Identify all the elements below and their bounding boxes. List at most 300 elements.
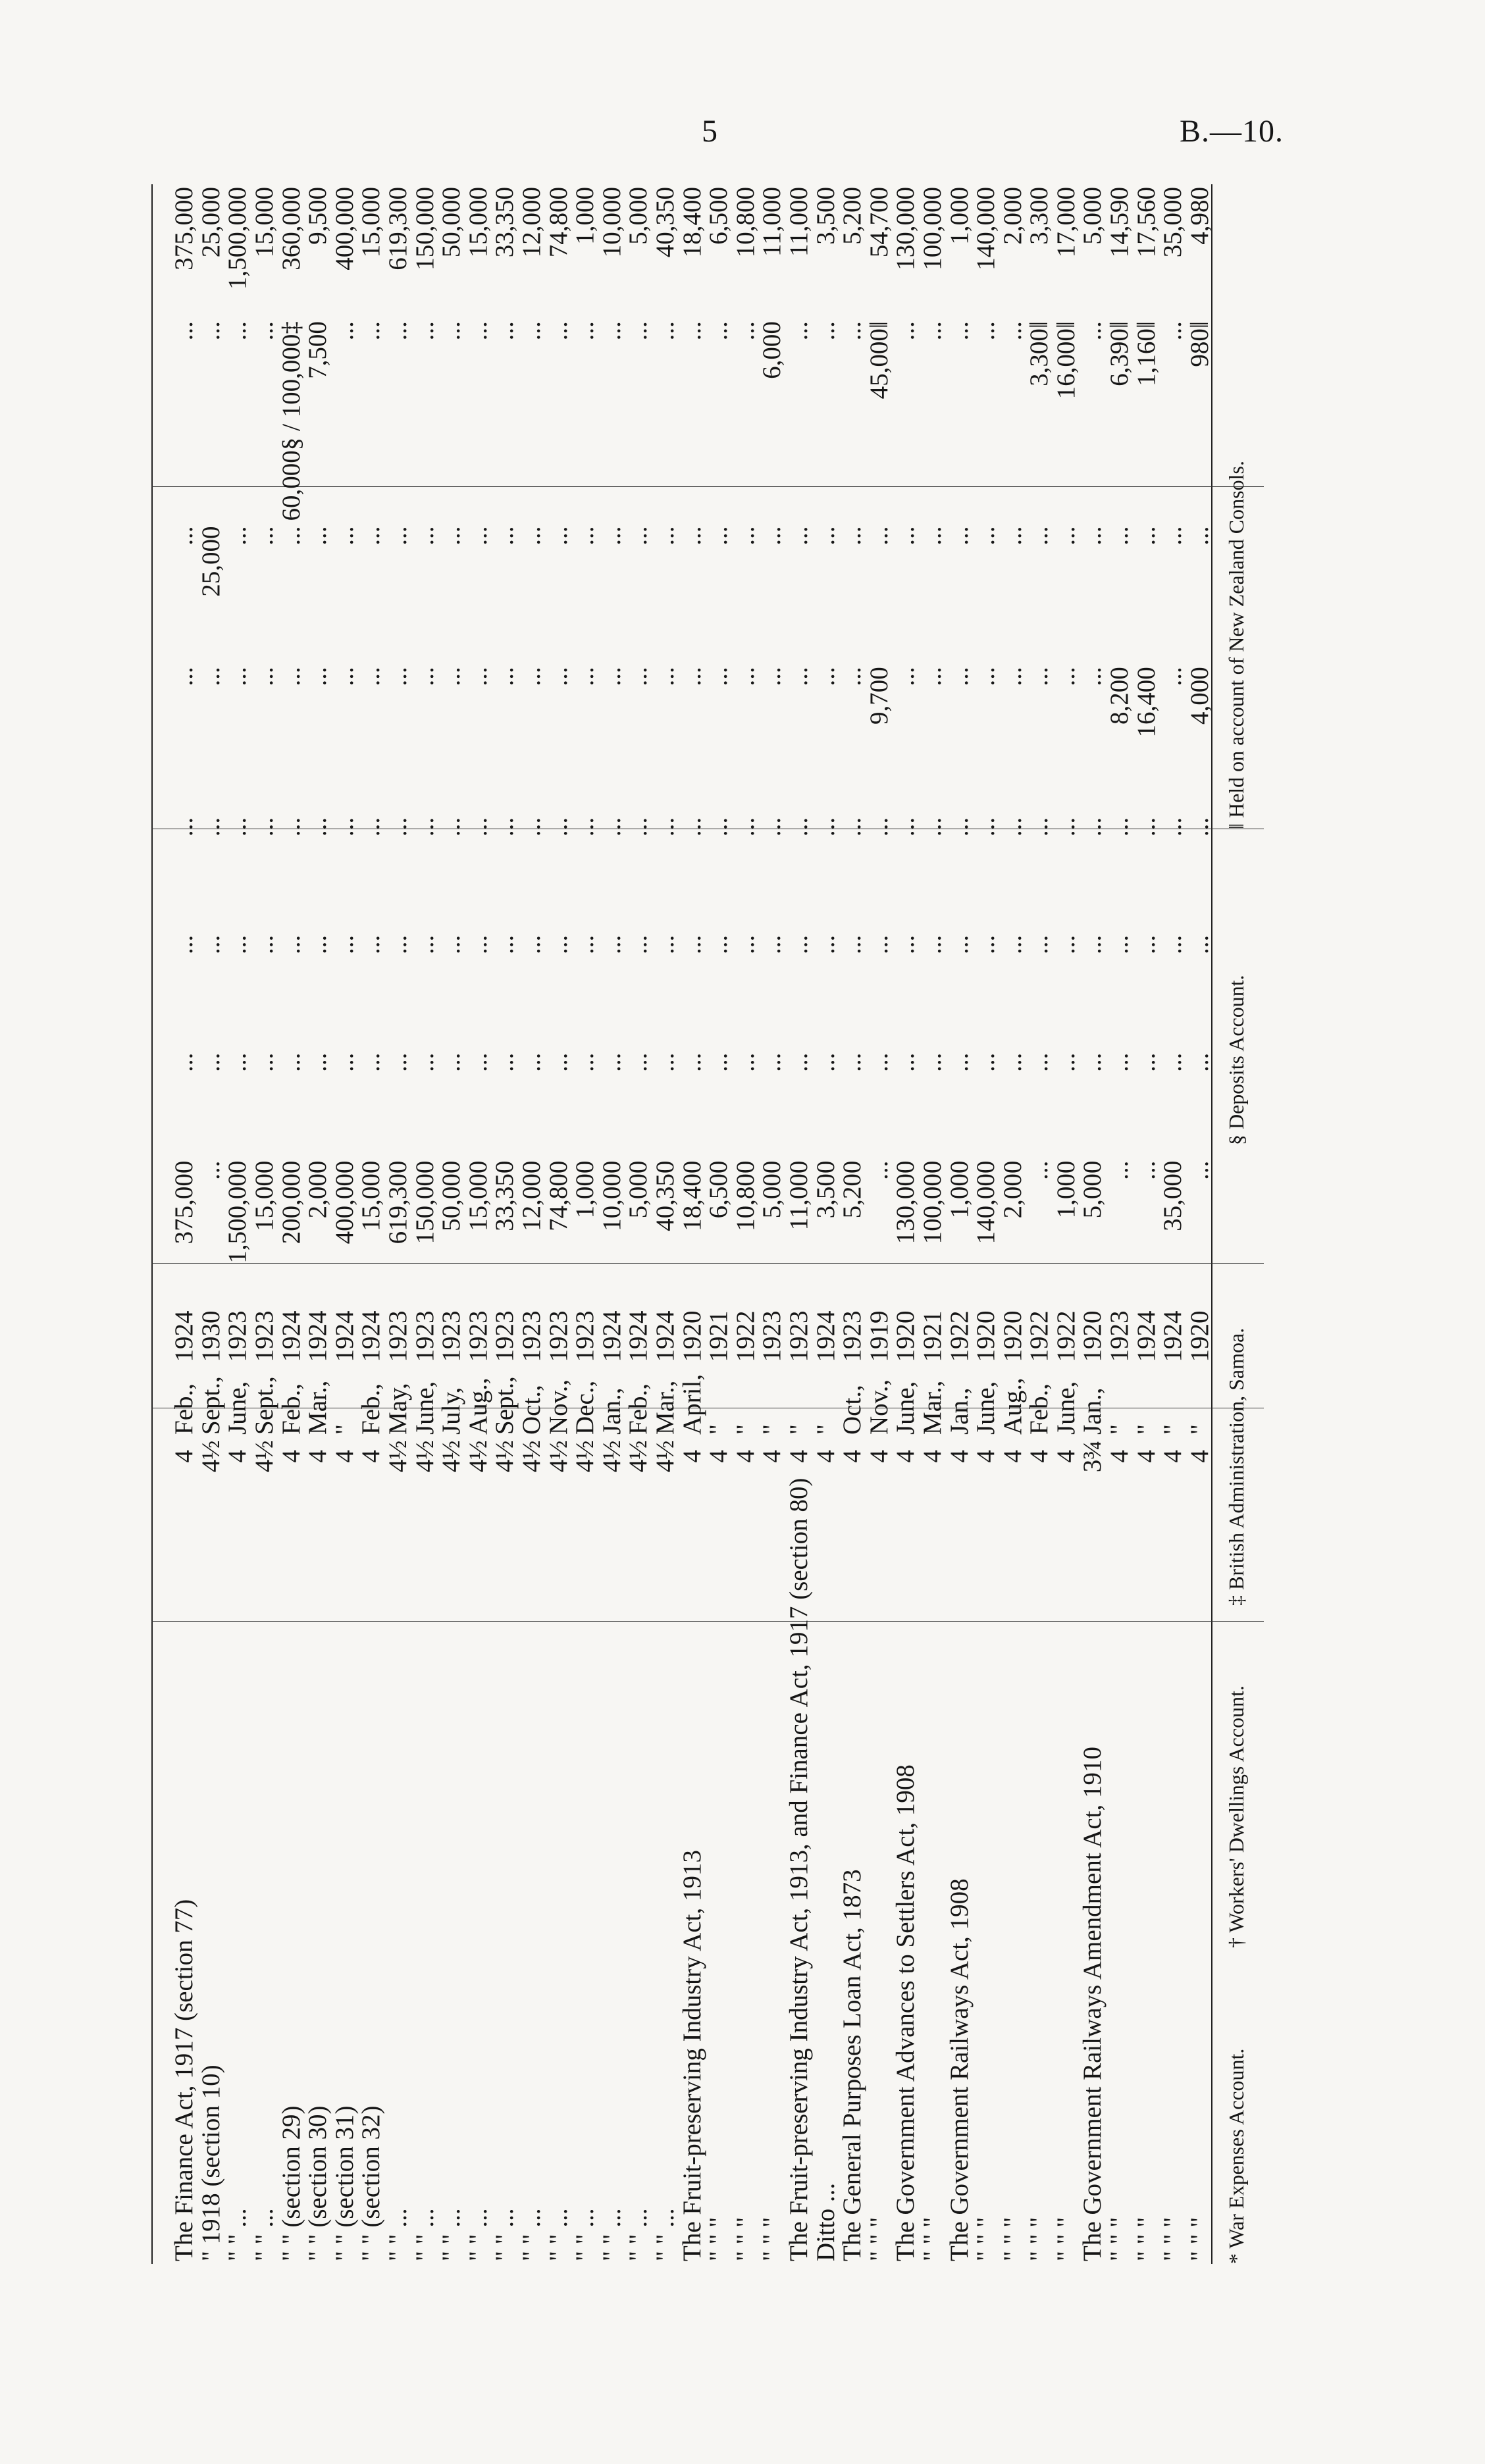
cell-c6: ...: [463, 526, 492, 546]
cell-c4: ...: [704, 817, 733, 837]
table-row: [1026, 184, 1053, 2264]
table-row: [572, 184, 599, 2264]
cell-mon: Mar.,: [650, 1380, 679, 1435]
table-row: [1133, 184, 1160, 2264]
cell-c7: 60,000§ / 100,000‡: [276, 321, 305, 521]
cell-rate: 4: [677, 1450, 706, 1463]
cell-c8: 15,000: [250, 187, 279, 258]
cell-c1: 12,000: [517, 1160, 546, 1231]
cell-c4: ...: [650, 817, 679, 837]
cell-act: " " ": [1132, 2217, 1160, 2261]
cell-yr: 1924: [597, 1310, 626, 1362]
cell-yr: 1923: [384, 1310, 413, 1362]
cell-c4: ...: [330, 817, 359, 837]
cell-c3: ...: [223, 935, 252, 954]
cell-act: " " (section 32): [357, 2105, 386, 2261]
cell-c4: ...: [517, 817, 546, 837]
cell-c7: ...: [1159, 321, 1187, 341]
cell-yr: 1923: [250, 1310, 279, 1362]
cell-mon: Aug.,: [463, 1377, 492, 1435]
cell-act: " 1918 (section 10): [196, 2065, 225, 2261]
table-row: [198, 184, 225, 2264]
cell-c3: ...: [1105, 935, 1134, 954]
cell-mon: May,: [384, 1383, 413, 1435]
cell-yr: 1920: [1078, 1310, 1107, 1362]
cell-c3: ...: [303, 935, 332, 954]
cell-mon: Oct.,: [838, 1385, 867, 1435]
cell-c7: ...: [918, 321, 947, 341]
cell-c8: 5,000: [624, 187, 653, 245]
cell-c7: ...: [490, 321, 519, 341]
cell-c5: 8,200: [1105, 667, 1134, 725]
cell-c5: ...: [650, 667, 679, 686]
cell-rate: 4: [303, 1450, 332, 1463]
cell-act: " " ...: [597, 2208, 626, 2261]
cell-c6: ...: [650, 526, 679, 546]
cell-c2: ...: [784, 1052, 813, 1072]
cell-c2: ...: [1051, 1052, 1080, 1072]
cell-c7: ...: [517, 321, 546, 341]
cell-rate: 4: [357, 1450, 386, 1463]
table-row: [385, 184, 412, 2264]
cell-yr: 1930: [196, 1310, 225, 1362]
cell-rate: 4: [1051, 1450, 1080, 1463]
cell-rate: 4: [945, 1450, 974, 1463]
cell-c3: ...: [758, 935, 787, 954]
cell-mon: June,: [410, 1381, 439, 1435]
cell-mon: ": [1185, 1424, 1214, 1435]
cell-c8: 10,800: [731, 187, 760, 258]
cell-c4: ...: [437, 817, 466, 837]
top-rule: [151, 184, 153, 2264]
cell-c3: ...: [784, 935, 813, 954]
cell-c1: 40,350: [650, 1160, 679, 1231]
cell-act: Ditto ...: [811, 2182, 840, 2261]
cell-c5: ...: [704, 667, 733, 686]
cell-yr: 1923: [838, 1310, 867, 1362]
cell-act: " " ...: [437, 2208, 466, 2261]
cell-rate: 4: [918, 1450, 947, 1463]
cell-c3: ...: [196, 935, 225, 954]
cell-c7: ...: [677, 321, 706, 341]
cell-c2: ...: [330, 1052, 359, 1072]
cell-c8: 140,000: [972, 187, 1001, 270]
table-row: [278, 184, 305, 2264]
cell-c6: ...: [784, 526, 813, 546]
cell-c3: ...: [437, 935, 466, 954]
cell-c2: ...: [384, 1052, 413, 1072]
cell-c4: ...: [303, 817, 332, 837]
cell-c6: ...: [998, 526, 1027, 546]
cell-rate: 4: [811, 1450, 840, 1463]
cell-mon: Feb.,: [170, 1383, 199, 1435]
cell-c7: ...: [384, 321, 413, 341]
cell-c8: 6,500: [704, 187, 733, 245]
cell-c2: ...: [196, 1052, 225, 1072]
cell-c1: ...: [196, 1160, 225, 1180]
cell-c8: 1,500,000: [223, 187, 252, 290]
cell-c5: ...: [1051, 667, 1080, 686]
cell-c4: ...: [410, 817, 439, 837]
cell-c4: ...: [677, 817, 706, 837]
footnote-deposits: § Deposits Account.: [1224, 975, 1248, 1145]
cell-c1: 140,000: [972, 1160, 1001, 1245]
cell-mon: June,: [1051, 1381, 1080, 1435]
cell-c5: ...: [384, 667, 413, 686]
cell-c6: ...: [571, 526, 600, 546]
cell-c8: 100,000: [918, 187, 947, 270]
cell-c5: ...: [303, 667, 332, 686]
cell-c2: ...: [998, 1052, 1027, 1072]
cell-c5: ...: [945, 667, 974, 686]
cell-c7: ...: [624, 321, 653, 341]
cell-c4: ...: [811, 817, 840, 837]
cell-c5: ...: [571, 667, 600, 686]
cell-c7: ...: [357, 321, 386, 341]
cell-c6: ...: [891, 526, 920, 546]
cell-c7: ...: [170, 321, 199, 341]
cell-mon: Nov.,: [864, 1379, 893, 1435]
cell-rate: 4: [784, 1450, 813, 1463]
cell-c6: ...: [1185, 526, 1214, 546]
cell-c5: ...: [490, 667, 519, 686]
cell-c5: ...: [1078, 667, 1107, 686]
table-row: [652, 184, 679, 2264]
cell-mon: ": [1159, 1424, 1187, 1435]
cell-c8: 375,000: [170, 187, 199, 270]
cell-c8: 74,800: [544, 187, 573, 258]
cell-c8: 10,000: [597, 187, 626, 258]
cell-c3: ...: [463, 935, 492, 954]
cell-c1: 18,400: [677, 1160, 706, 1231]
cell-c3: ...: [731, 935, 760, 954]
cell-act: " " (section 29): [276, 2105, 305, 2261]
cell-c1: 5,200: [838, 1160, 867, 1219]
cell-c8: 2,000: [998, 187, 1027, 245]
cell-yr: 1924: [330, 1310, 359, 1362]
table-row: [171, 184, 198, 2264]
cell-c5: ...: [731, 667, 760, 686]
cell-c7: 6,000: [758, 321, 787, 379]
rotated-securities-table: [132, 184, 1290, 2264]
cell-c3: ...: [1078, 935, 1107, 954]
cell-c3: ...: [517, 935, 546, 954]
cell-c8: 11,000: [784, 187, 813, 257]
cell-act: The Fruit-preserving Industry Act, 1913, and Finance Act, 1917 (section 80): [784, 1477, 813, 2261]
cell-c1: 5,000: [758, 1160, 787, 1219]
table-row: [625, 184, 652, 2264]
table-row: [973, 184, 1000, 2264]
cell-c5: ...: [463, 667, 492, 686]
cell-c7: 3,300‖: [1025, 321, 1054, 386]
cell-c3: ...: [1159, 935, 1187, 954]
cell-c1: 50,000: [437, 1160, 466, 1231]
cell-c6: ...: [704, 526, 733, 546]
cell-c1: 2,000: [303, 1160, 332, 1219]
cell-c4: ...: [384, 817, 413, 837]
cell-c7: ...: [437, 321, 466, 341]
cell-act: " " ...: [384, 2208, 413, 2261]
cell-c7: ...: [704, 321, 733, 341]
cell-c5: ...: [250, 667, 279, 686]
table-row: [1187, 184, 1214, 2264]
cell-c5: ...: [998, 667, 1027, 686]
cell-c4: ...: [1105, 817, 1134, 837]
cell-act: " " ...: [624, 2208, 653, 2261]
cell-rate: 3¾: [1078, 1440, 1107, 1473]
cell-c1: 100,000: [918, 1160, 947, 1245]
footnote-war: * War Expenses Account.: [1224, 2048, 1248, 2264]
cell-c6: ...: [758, 526, 787, 546]
cell-rate: 4: [1105, 1450, 1134, 1463]
cell-c2: ...: [1078, 1052, 1107, 1072]
cell-c6: ...: [1159, 526, 1187, 546]
cell-mon: ": [1132, 1424, 1160, 1435]
cell-c8: 3,300: [1025, 187, 1054, 245]
table-row: [839, 184, 866, 2264]
cell-yr: 1923: [437, 1310, 466, 1362]
cell-c8: 12,000: [517, 187, 546, 258]
cell-yr: 1923: [223, 1310, 252, 1362]
cell-mon: Mar.,: [303, 1380, 332, 1435]
cell-c5: ...: [517, 667, 546, 686]
cell-c5: 4,000: [1185, 667, 1214, 725]
cell-rate: 4: [998, 1450, 1027, 1463]
cell-c5: ...: [410, 667, 439, 686]
cell-c4: ...: [945, 817, 974, 837]
cell-c7: ...: [972, 321, 1001, 341]
cell-yr: 1923: [784, 1310, 813, 1362]
table-row: [332, 184, 359, 2264]
cell-c1: 15,000: [357, 1160, 386, 1231]
cell-c1: 6,500: [704, 1160, 733, 1219]
cell-mon: ": [731, 1424, 760, 1435]
cell-yr: 1924: [276, 1310, 305, 1362]
cell-c6: ...: [1025, 526, 1054, 546]
cell-act: " " ...: [571, 2208, 600, 2261]
cell-c4: ...: [463, 817, 492, 837]
cell-rate: 4: [1132, 1450, 1160, 1463]
cell-c6: ...: [1051, 526, 1080, 546]
cell-c2: ...: [731, 1052, 760, 1072]
table-row: [224, 184, 251, 2264]
cell-c4: ...: [918, 817, 947, 837]
cell-c1: 150,000: [410, 1160, 439, 1245]
cell-c7: 6,390‖: [1105, 321, 1134, 386]
cell-mon: ": [811, 1424, 840, 1435]
cell-c8: 17,000: [1051, 187, 1080, 258]
cell-rate: 4: [1185, 1450, 1214, 1463]
cell-rate: 4½: [650, 1440, 679, 1473]
table-row: [545, 184, 572, 2264]
cell-rate: 4: [1159, 1450, 1187, 1463]
cell-c6: ...: [544, 526, 573, 546]
cell-act: " " ...: [490, 2208, 519, 2261]
cell-c7: ...: [998, 321, 1027, 341]
cell-c6: ...: [170, 526, 199, 546]
cell-c5: ...: [1025, 667, 1054, 686]
cell-act: " " ": [1159, 2217, 1187, 2261]
cell-yr: 1924: [811, 1310, 840, 1362]
cell-c6: ...: [330, 526, 359, 546]
cell-c6: ...: [624, 526, 653, 546]
cell-c2: ...: [1105, 1052, 1134, 1072]
cell-c6: ...: [731, 526, 760, 546]
cell-c8: 54,700: [864, 187, 893, 258]
cell-c7: ...: [1078, 321, 1107, 341]
cell-c3: ...: [998, 935, 1027, 954]
cell-c5: ...: [784, 667, 813, 686]
cell-yr: 1924: [650, 1310, 679, 1362]
cell-rate: 4½: [463, 1440, 492, 1473]
cell-mon: Sept.,: [490, 1376, 519, 1435]
table-row: [759, 184, 786, 2264]
cell-c2: ...: [838, 1052, 867, 1072]
cell-c6: ...: [597, 526, 626, 546]
cell-c1: ...: [1185, 1160, 1214, 1180]
cell-c3: ...: [677, 935, 706, 954]
cell-yr: 1923: [463, 1310, 492, 1362]
cell-c8: 50,000: [437, 187, 466, 258]
cell-c2: ...: [891, 1052, 920, 1072]
cell-c2: ...: [571, 1052, 600, 1072]
cell-c8: 18,400: [677, 187, 706, 258]
cell-c5: ...: [624, 667, 653, 686]
cell-c1: 619,300: [384, 1160, 413, 1245]
cell-act: " " ...: [250, 2208, 279, 2261]
cell-act: " " ": [998, 2217, 1027, 2261]
cell-c4: ...: [891, 817, 920, 837]
cell-c1: 1,000: [1051, 1160, 1080, 1219]
cell-c5: ...: [891, 667, 920, 686]
cell-mon: ": [704, 1424, 733, 1435]
cell-c1: 10,000: [597, 1160, 626, 1231]
cell-act: " " ...: [517, 2208, 546, 2261]
cell-mon: April,: [677, 1373, 706, 1435]
table-row: [893, 184, 920, 2264]
cell-yr: 1924: [1132, 1310, 1160, 1362]
cell-c3: ...: [1185, 935, 1214, 954]
cell-c4: ...: [544, 817, 573, 837]
cell-rate: 4½: [517, 1440, 546, 1473]
cell-mon: Mar.,: [918, 1380, 947, 1435]
cell-c8: 5,200: [838, 187, 867, 245]
cell-c2: ...: [250, 1052, 279, 1072]
cell-c2: ...: [1132, 1052, 1160, 1072]
cell-c6: 25,000: [196, 526, 225, 597]
cell-c4: ...: [784, 817, 813, 837]
cell-c3: ...: [838, 935, 867, 954]
cell-c1: 10,800: [731, 1160, 760, 1231]
cell-c2: ...: [544, 1052, 573, 1072]
cell-c8: 17,560: [1132, 187, 1160, 258]
cell-rate: 4: [704, 1450, 733, 1463]
cell-rate: 4: [891, 1450, 920, 1463]
cell-c1: 1,000: [571, 1160, 600, 1219]
cell-c2: ...: [624, 1052, 653, 1072]
table-row: [920, 184, 947, 2264]
page-number: 5: [702, 114, 717, 149]
cell-c5: ...: [196, 667, 225, 686]
cell-c3: ...: [276, 935, 305, 954]
cell-c2: ...: [677, 1052, 706, 1072]
cell-act: The Government Railways Amendment Act, 1910: [1078, 1746, 1107, 2261]
cell-mon: Jan.,: [945, 1387, 974, 1435]
cell-c2: ...: [223, 1052, 252, 1072]
cell-c2: ...: [303, 1052, 332, 1072]
cell-c6: ...: [437, 526, 466, 546]
cell-c8: 400,000: [330, 187, 359, 270]
cell-act: The Finance Act, 1917 (section 77): [170, 1899, 199, 2261]
cell-rate: 4: [838, 1450, 867, 1463]
cell-c8: 40,350: [650, 187, 679, 258]
cell-rate: 4½: [437, 1440, 466, 1473]
cell-c3: ...: [1132, 935, 1160, 954]
cell-act: " " ": [1185, 2217, 1214, 2261]
cell-c3: ...: [811, 935, 840, 954]
table-row: [358, 184, 385, 2264]
cell-c1: 375,000: [170, 1160, 199, 1245]
cell-mon: Oct.,: [517, 1385, 546, 1435]
cell-c5: ...: [597, 667, 626, 686]
cell-act: " " (section 31): [330, 2105, 359, 2261]
cell-c4: ...: [276, 817, 305, 837]
cell-c3: ...: [972, 935, 1001, 954]
table-row: [465, 184, 492, 2264]
cell-c1: 11,000: [784, 1160, 813, 1231]
cell-c8: 1,000: [571, 187, 600, 245]
cell-mon: June,: [891, 1381, 920, 1435]
cell-c3: ...: [864, 935, 893, 954]
cell-c6: ...: [945, 526, 974, 546]
cell-c6: ...: [811, 526, 840, 546]
cell-c3: ...: [597, 935, 626, 954]
cell-c1: ...: [1132, 1160, 1160, 1180]
cell-act: The Government Railways Act, 1908: [945, 1878, 974, 2261]
cell-c1: 3,500: [811, 1160, 840, 1219]
cell-yr: 1922: [945, 1310, 974, 1362]
cell-c2: ...: [972, 1052, 1001, 1072]
cell-act: " " ...: [544, 2208, 573, 2261]
cell-c7: 7,500: [303, 321, 332, 379]
cell-c1: ...: [1105, 1160, 1134, 1180]
cell-yr: 1920: [677, 1310, 706, 1362]
cell-c1: 15,000: [250, 1160, 279, 1231]
cell-yr: 1921: [704, 1310, 733, 1362]
cell-c7: ...: [838, 321, 867, 341]
cell-yr: 1924: [624, 1310, 653, 1362]
cell-c2: ...: [463, 1052, 492, 1072]
cell-c7: 980‖: [1185, 321, 1214, 367]
cell-mon: Feb.,: [624, 1383, 653, 1435]
cell-mon: July,: [437, 1387, 466, 1435]
cell-act: " " ...: [463, 2208, 492, 2261]
cell-c4: ...: [838, 817, 867, 837]
cell-c4: ...: [1132, 817, 1160, 837]
cell-c3: ...: [704, 935, 733, 954]
table-row: [946, 184, 973, 2264]
footnote-consols: ‖ Held on account of New Zealand Consols.: [1224, 461, 1248, 829]
cell-yr: 1923: [490, 1310, 519, 1362]
cell-c7: 45,000‖: [864, 321, 893, 399]
cell-c4: ...: [1159, 817, 1187, 837]
cell-c2: ...: [945, 1052, 974, 1072]
cell-c4: ...: [731, 817, 760, 837]
cell-c8: 5,000: [1078, 187, 1107, 245]
cell-mon: Jan.,: [1078, 1387, 1107, 1435]
cell-rate: 4: [276, 1450, 305, 1463]
cell-c4: ...: [758, 817, 787, 837]
